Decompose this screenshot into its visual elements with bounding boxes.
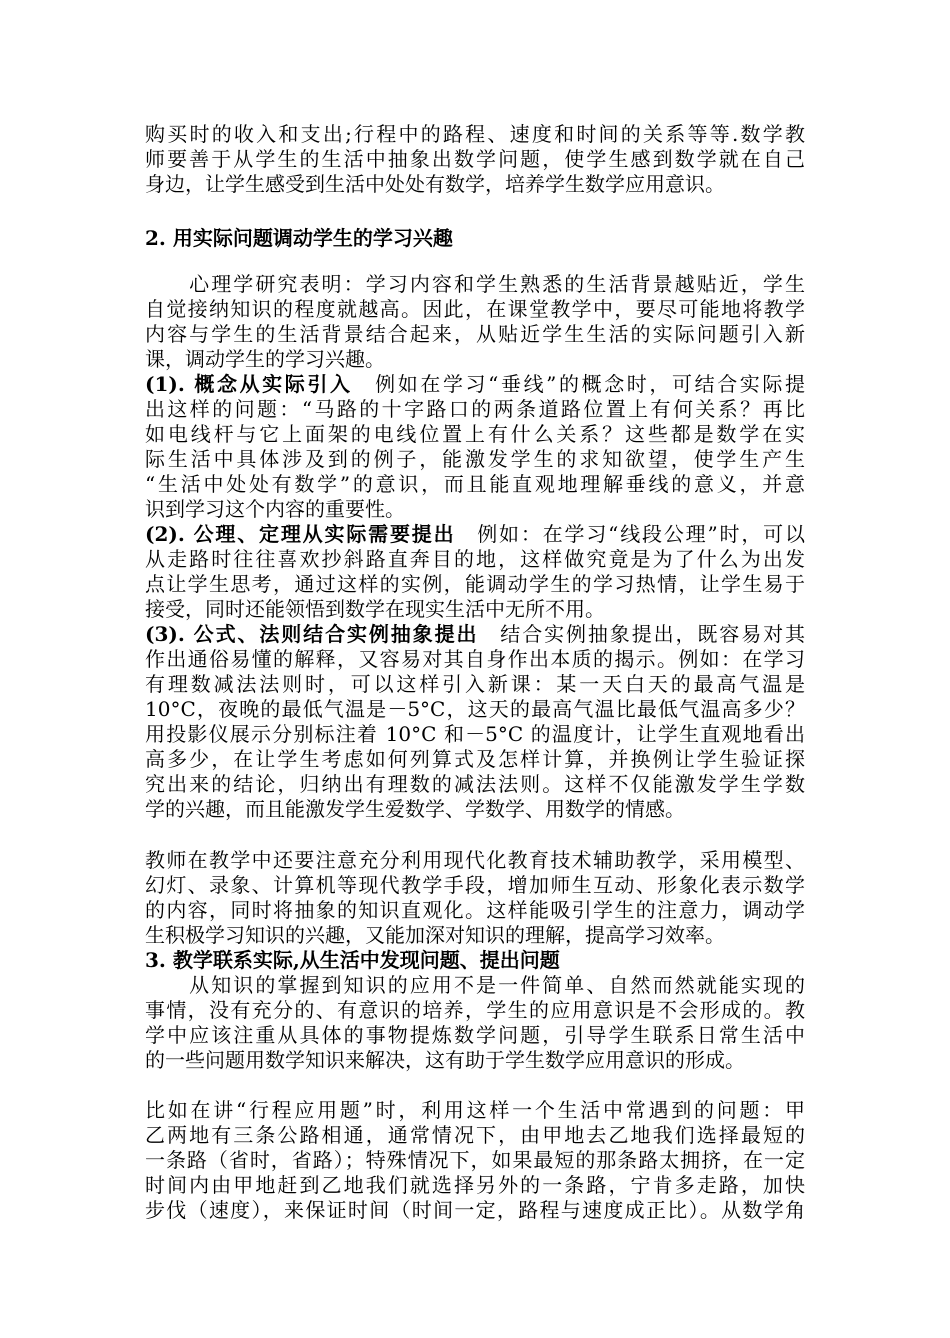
text-line (145, 522, 805, 547)
paragraph-application (145, 973, 805, 1073)
text-line: 幻灯、录象、计算机等现代教学手段，增加师生互动、形象化表示数学 (145, 873, 805, 897)
text-line (145, 622, 805, 647)
item-3 (145, 622, 805, 822)
text-line: 师要善于从学生的生活中抽象出数学问题，使学生感到数学就在自己 (145, 147, 805, 171)
section-heading-3 (145, 948, 805, 973)
text-line: 从走路时往往喜欢抄斜路直奔目的地，这样做究竟是为了什么为出发 (145, 547, 805, 571)
item-text: 结合实例抽象提出，既容易对其 (478, 622, 805, 646)
text-line: 高多少，在让学生考虑如何列算式及怎样计算，并换例让学生验证探 (145, 747, 805, 771)
text-line: 作出通俗易懂的解释，又容易对其自身作出本质的揭示。例如：在学习 (145, 647, 805, 671)
text-line: 接受，同时还能领悟到数学在现实生活中无所不用。 (145, 597, 605, 621)
text-line: 从知识的掌握到知识的应用不是一件简单、自然而然就能实现的 (145, 973, 805, 997)
text-line: 自觉接纳知识的程度就越高。因此，在课堂教学中，要尽可能地将教学 (145, 297, 805, 321)
text-line: 时间内由甲地赶到乙地我们就选择另外的一条路，宁肯多走路，加快 (145, 1173, 805, 1197)
text-line: 步伐（速度），来保证时间（时间一定，路程与速度成正比）。从数学角 (145, 1198, 805, 1222)
text-line: 出这样的问题：“马路的十字路口的两条道路位置上有何关系？再比 (145, 397, 805, 421)
item-label: (1). 概念从实际引入 (145, 372, 353, 396)
paragraph-intro (145, 122, 805, 197)
item-label: (3). 公式、法则结合实例抽象提出 (145, 622, 479, 646)
item-1 (145, 372, 805, 522)
paragraph-technology (145, 848, 805, 948)
text-line: 学中应该注重从具体的事物提炼数学问题，引导学生联系日常生活中 (145, 1023, 805, 1047)
text-line: 如电线杆与它上面架的电线位置上有什么关系？这些都是数学在实 (145, 422, 805, 446)
text-line: 乙两地有三条公路相通，通常情况下，由甲地去乙地我们选择最短的 (145, 1123, 805, 1147)
text-line: 一条路（省时，省路）；特殊情况下，如果最短的那条路太拥挤，在一定 (145, 1148, 805, 1172)
text-line: 心理学研究表明：学习内容和学生熟悉的生活背景越贴近，学生 (145, 272, 805, 296)
text-line: 教师在教学中还要注意充分利用现代化教育技术辅助教学，采用模型、 (145, 848, 805, 872)
text-line: 究出来的结论，归纳出有理数的减法法则。这样不仅能激发学生学数 (145, 772, 805, 796)
text-line: 比如在讲“行程应用题”时，利用这样一个生活中常遇到的问题：甲 (145, 1098, 805, 1122)
text-line: 际生活中具体涉及到的例子，能激发学生的求知欲望，使学生产生 (145, 447, 805, 471)
item-text: 例如：在学习“线段公理”时，可以 (455, 522, 805, 546)
heading-text: 2. 用实际问题调动学生的学习兴趣 (145, 226, 453, 250)
text-line: 内容与学生的生活背景结合起来，从贴近学生生活的实际问题引入新 (145, 322, 805, 346)
text-line: 购买时的收入和支出;行程中的路程、速度和时间的关系等等.数学教 (145, 122, 805, 146)
text-line: 课，调动学生的学习兴趣。 (145, 347, 385, 371)
paragraph-psychology (145, 272, 805, 372)
text-line: 事情，没有充分的、有意识的培养，学生的应用意识是不会形成的。教 (145, 998, 805, 1022)
text-line: 身边，让学生感受到生活中处处有数学，培养学生数学应用意识。 (145, 172, 725, 196)
item-text: 例如在学习“垂线”的概念时，可结合实际提 (352, 372, 805, 396)
text-line: 生积极学习知识的兴趣，又能加深对知识的理解，提高学习效率。 (145, 923, 725, 947)
text-line: “生活中处处有数学”的意识，而且能直观地理解垂线的意义，并意 (145, 472, 805, 496)
text-line: 点让学生思考，通过这样的实例，能调动学生的学习热情，让学生易于 (145, 572, 805, 596)
text-line: 学的兴趣，而且能激发学生爱数学、学数学、用数学的情感。 (145, 797, 685, 821)
item-label: (2). 公理、定理从实际需要提出 (145, 522, 456, 546)
text-line: 有理数减法法则时，可以这样引入新课：某一天白天的最高气温是 (145, 672, 805, 696)
text-line (145, 372, 805, 397)
text-line: 10°C，夜晚的最低气温是－5°C，这天的最高气温比最低气温高多少？ (145, 697, 805, 721)
paragraph-example (145, 1098, 805, 1223)
text-line: 的一些问题用数学知识来解决，这有助于学生数学应用意识的形成。 (145, 1048, 745, 1072)
heading-text: 3. 教学联系实际,从生活中发现问题、提出问题 (145, 948, 560, 972)
item-2 (145, 522, 805, 622)
text-line: 的内容，同时将抽象的知识直观化。这样能吸引学生的注意力，调动学 (145, 898, 805, 922)
text-line: 用投影仪展示分别标注着 10°C 和－5°C 的温度计，让学生直观地看出 (145, 722, 805, 746)
text-line: 识到学习这个内容的重要性。 (145, 497, 405, 521)
section-heading-2 (145, 226, 805, 251)
